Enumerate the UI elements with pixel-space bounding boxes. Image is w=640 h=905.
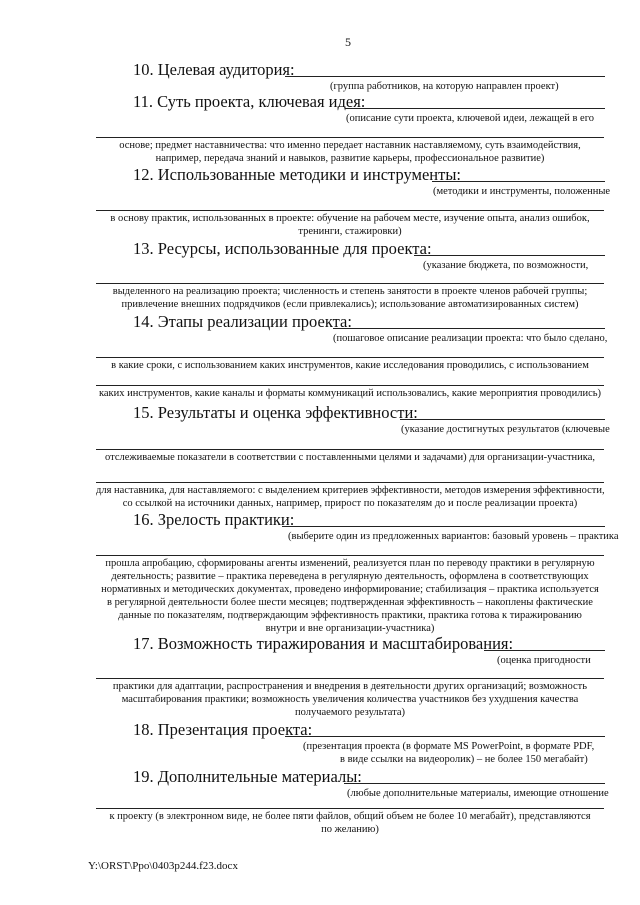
section-14-hint: каких инструментов, какие каналы и форматы коммуникаций использовались, какие мероприятия проводились)	[98, 388, 602, 399]
section-12-title: 12. Использованные методики и инструменты:	[133, 165, 461, 184]
section-16-hint: нормативных и методических документах, проведено информирование; стабилизация – практика используется	[101, 584, 599, 595]
section-11-answer-line-2[interactable]	[96, 137, 604, 138]
section-13-answer-line[interactable]	[414, 255, 605, 256]
section-11-title: 11. Суть проекта, ключевая идея:	[133, 92, 366, 111]
section-14-title: 14. Этапы реализации проекта:	[133, 312, 352, 331]
section-16-hint: деятельность; развитие – практика переведена в регулярную деятельность, оформлена в соответствующих	[111, 571, 589, 582]
section-18-answer-line[interactable]	[285, 736, 605, 737]
section-15-hint: со ссылкой на источники данных, например, прирост по показателям до и после реализации проекта)	[122, 498, 578, 509]
section-15-answer-line-2[interactable]	[96, 449, 604, 450]
section-15-answer-line-3[interactable]	[96, 482, 604, 483]
section-17-title: 17. Возможность тиражирования и масштабирования:	[133, 634, 514, 653]
section-16-hint: в регулярной деятельности более шести месяцев; подтвержденная эффективность – накоплены фактические	[107, 597, 593, 608]
section-14-answer-line-2[interactable]	[96, 357, 604, 358]
section-16-hint: (выберите один из предложенных вариантов: базовый уровень – практика	[288, 531, 619, 542]
section-17-hint: практики для адаптации, распространения и внедрения в деятельности других организаций; возможность	[112, 681, 588, 692]
section-16-hint: прошла апробацию, сформированы агенты изменений, реализуется план по переводу практики в регулярную	[105, 558, 595, 569]
section-12-hint: (методики и инструменты, положенные	[433, 186, 611, 197]
section-18-title: 18. Презентация проекта:	[133, 720, 313, 739]
section-15-hint: отслеживаемые показатели в соответствии с поставленными целями и задачами) для организации-участника,	[104, 452, 596, 463]
section-13-hint: (указание бюджета, по возможности,	[423, 260, 589, 271]
section-11-hint: например, передача знаний и навыков, развитие карьеры, профессиональное развитие)	[155, 153, 545, 164]
section-10-answer-line[interactable]	[285, 76, 605, 77]
section-12-answer-line-2[interactable]	[96, 210, 604, 211]
section-16-answer-line[interactable]	[282, 526, 605, 527]
section-15-hint: (указание достигнутых результатов (ключевые	[401, 424, 610, 435]
section-19-answer-line[interactable]	[344, 783, 605, 784]
section-18-hint: (презентация проекта (в формате MS PowerPoint, в формате PDF,	[303, 741, 595, 752]
section-12-answer-line[interactable]	[432, 181, 605, 182]
section-14-hint: (пошаговое описание реализации проекта: что было сделано,	[333, 333, 608, 344]
section-17-answer-line-2[interactable]	[96, 678, 604, 679]
section-17-answer-line[interactable]	[484, 650, 605, 651]
section-13-title: 13. Ресурсы, использованные для проекта:	[133, 239, 432, 258]
section-11-hint: основе; предмет наставничества: что именно передает наставник наставляемому, суть взаимодействия,	[119, 140, 581, 151]
section-16-title: 16. Зрелость практики:	[133, 510, 295, 529]
page-number: 5	[345, 35, 351, 49]
section-11-answer-line[interactable]	[345, 108, 605, 109]
section-16-hint: данные по показателям, подтверждающим эффективность практики, практика готова к тиражированию	[118, 610, 582, 621]
section-17-hint: (оценка пригодности	[497, 655, 591, 666]
section-14-hint: в какие сроки, с использованием каких инструментов, какие исследования проводились, с использованием	[111, 360, 589, 371]
section-15-answer-line[interactable]	[400, 419, 605, 420]
section-12-hint: тренинги, стажировки)	[298, 226, 402, 237]
section-19-answer-line-2[interactable]	[96, 808, 604, 809]
section-13-answer-line-2[interactable]	[96, 283, 604, 284]
section-14-answer-line[interactable]	[333, 328, 605, 329]
section-16-answer-line-2[interactable]	[96, 555, 604, 556]
section-15-hint: для наставника, для наставляемого: с выделением критериев эффективности, методов измерения эффективности,	[96, 485, 605, 496]
footer-file-path: Y:\ORST\Ppo\0403p244.f23.docx	[88, 860, 238, 872]
section-19-hint: к проекту (в электронном виде, не более пяти файлов, общий объем не более 10 мегабайт), представляются	[109, 811, 591, 822]
section-17-hint: масштабирования практики; возможность увеличения количества участников без ухудшения качества	[121, 694, 579, 705]
section-18-hint: в виде ссылки на видеоролик) – не более 150 мегабайт)	[340, 754, 588, 765]
section-16-hint: внутри и вне организации-участника)	[265, 623, 435, 634]
section-13-hint: привлечение внешних подрядчиков (если привлекались); использование автоматизированных систем)	[121, 299, 579, 310]
section-19-hint: по желанию)	[321, 824, 379, 835]
section-10-hint: (группа работников, на которую направлен проект)	[330, 81, 559, 92]
section-19-title: 19. Дополнительные материалы:	[133, 767, 362, 786]
section-13-hint: выделенного на реализацию проекта; численность и степень занятости в проекте членов рабочей группы;	[112, 286, 588, 297]
section-19-hint: (любые дополнительные материалы, имеющие отношение	[347, 788, 609, 799]
section-15-title: 15. Результаты и оценка эффективности:	[133, 403, 418, 422]
section-12-hint: в основу практик, использованных в проекте: обучение на рабочем месте, изучение опыта, анализ ошибок,	[110, 213, 590, 224]
section-17-hint: получаемого результата)	[295, 707, 405, 718]
section-10-title: 10. Целевая аудитория:	[133, 60, 295, 79]
section-11-hint: (описание сути проекта, ключевой идеи, лежащей в его	[346, 113, 595, 124]
section-14-answer-line-3[interactable]	[96, 385, 604, 386]
